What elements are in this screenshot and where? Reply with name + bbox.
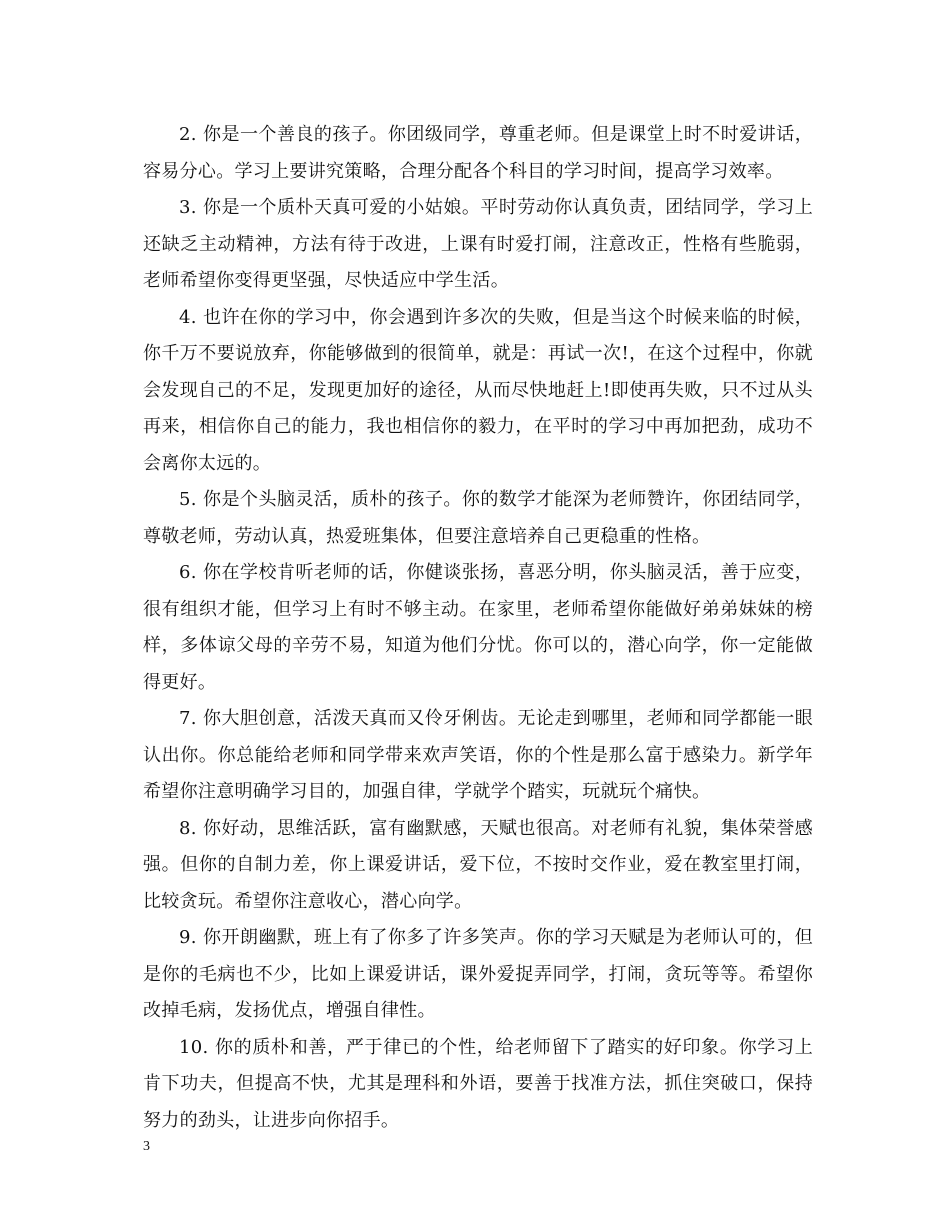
paragraph-4: 4. 也许在你的学习中，你会遇到许多次的失败，但是当这个时候来临的时候，你千万不要说放弃，你能够做到的很简单，就是：再试一次!，在这个过程中，你就会发现自己的不足，发现更加好的途径，从而尽快地赶上!即使再失败，只不过从头再来，相信你自己的能力，我也相信你的毅力，在平时的学习中再加把劲，成功不会离你太远的。 <box>143 306 813 474</box>
paragraph-6: 6. 你在学校肯听老师的话，你健谈张扬，喜恶分明，你头脑灵活，善于应变，很有组织才能，但学习上有时不够主动。在家里，老师希望你能做好弟弟妹妹的榜样，多体谅父母的辛劳不易，知道为他们分忧。你可以的，潜心向学，你一定能做得更好。 <box>143 562 813 693</box>
paragraph-10: 10. 你的质朴和善，严于律已的个性，给老师留下了踏实的好印象。你学习上肯下功夫，但提高不快，尤其是理科和外语，要善于找准方法，抓住突破口，保持努力的劲头，让进步向你招手。 <box>143 1036 813 1131</box>
paragraph-3: 3. 你是一个质朴天真可爱的小姑娘。平时劳动你认真负责，团结同学，学习上还缺乏主动精神，方法有待于改进，上课有时爱打闹，注意改正，性格有些脆弱，老师希望你变得更坚强，尽快适应中学生活。 <box>143 197 813 291</box>
paragraph-7: 7. 你大胆创意，活泼天真而又伶牙俐齿。无论走到哪里，老师和同学都能一眼认出你。你总能给老师和同学带来欢声笑语，你的个性是那么富于感染力。新学年希望你注意明确学习目的，加强自律，学就学个踏实，玩就玩个痛快。 <box>143 708 813 802</box>
document-body <box>143 117 813 1139</box>
paragraph-2: 2. 你是一个善良的孩子。你团级同学，尊重老师。但是课堂上时不时爱讲话，容易分心。学习上要讲究策略，合理分配各个科目的学习时间，提高学习效率。 <box>143 124 813 182</box>
paragraph-9: 9. 你开朗幽默，班上有了你多了许多笑声。你的学习天赋是为老师认可的，但是你的毛病也不少，比如上课爱讲话，课外爱捉弄同学，打闹，贪玩等等。希望你改掉毛病，发扬优点，增强自律性。 <box>143 927 813 1021</box>
page-number: 3 <box>143 1139 150 1154</box>
paragraph-5: 5. 你是个头脑灵活，质朴的孩子。你的数学才能深为老师赞许，你团结同学，尊敬老师，劳动认真，热爱班集体，但要注意培养自己更稳重的性格。 <box>143 489 813 547</box>
paragraph-8: 8. 你好动，思维活跃，富有幽默感，天赋也很高。对老师有礼貌，集体荣誉感强。但你的自制力差，你上课爱讲话，爱下位，不按时交作业，爱在教室里打闹，比较贪玩。希望你注意收心，潜心向学。 <box>143 817 813 912</box>
